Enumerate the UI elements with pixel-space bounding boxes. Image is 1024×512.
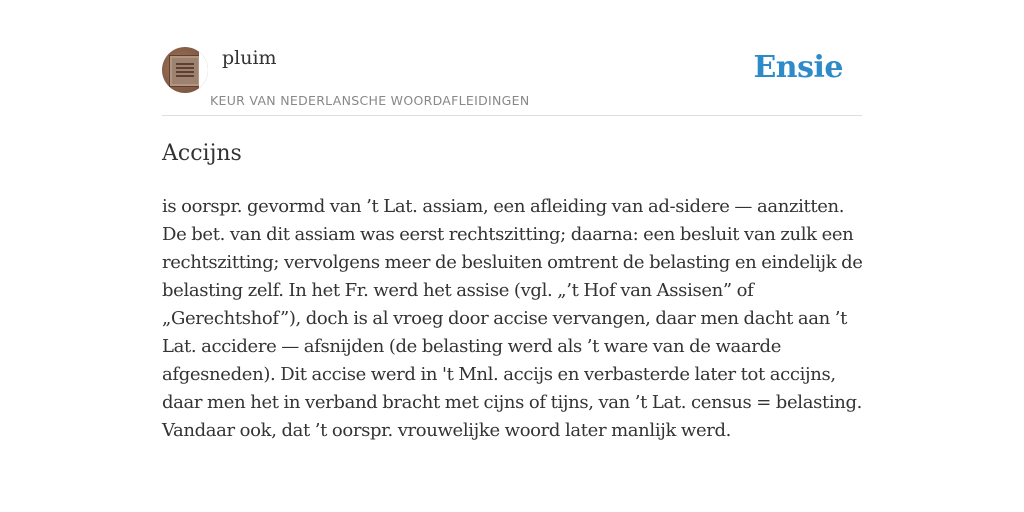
source-label[interactable]: KEUR VAN NEDERLANSCHE WOORDAFLEIDINGEN — [210, 93, 530, 108]
profile-photo-icon[interactable] — [162, 47, 208, 93]
ensie-logo[interactable]: Ensie — [753, 50, 843, 85]
header — [162, 44, 862, 116]
entry-definition: is oorspr. gevormd van ’t Lat. assiam, een afleiding van ad-sidere — aanzitten. De bet. van dit assiam was eerst rechtszitting; daarna: een besluit van zulk een rechtszitting; vervolgens meer de besluiten omtrent de belasting en eindelijk de belasting zelf. In het Fr. werd het assise (vgl. „’t Hof van Assisen” of „Gerechtshof”), doch is al vroeg door accise vervangen, daar men dacht aan ’t Lat. accidere — afsnijden (de belasting werd als ’t ware van de waarde afgesneden). Dit accise werd in 't Mnl. accijs en verbasterde later tot accijns, daar men het in verband bracht met cijns of tijns, van ’t Lat. census = belasting. Vandaar ook, dat ’t oorspr. vrouwelijke woord later manlijk werd. — [162, 196, 863, 441]
entry-title: Accijns — [162, 141, 242, 166]
username-link[interactable]: pluim — [222, 47, 277, 69]
